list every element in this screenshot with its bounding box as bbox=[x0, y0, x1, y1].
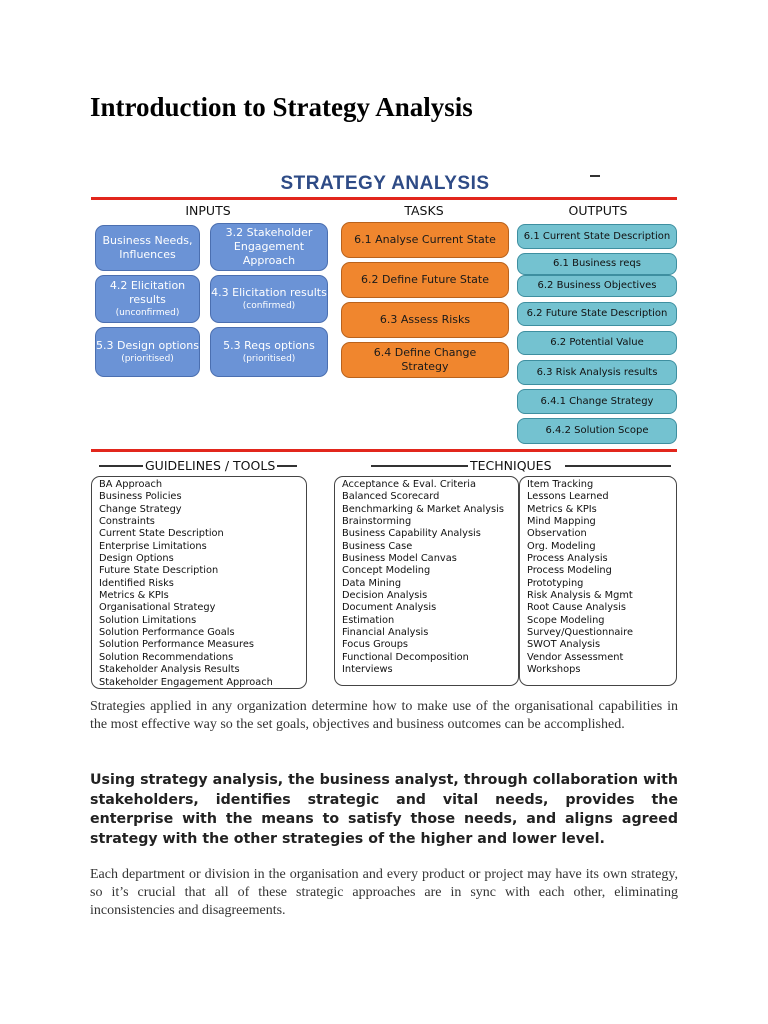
guideline-item: Stakeholder Analysis Results bbox=[99, 664, 240, 676]
figure-title: STRATEGY ANALYSIS bbox=[280, 173, 490, 194]
techniques-list-left bbox=[342, 479, 518, 677]
sync-paragraph: Each department or division in the organisation and every product or project may have its own strategy, so it’s crucial that all of these strategic approaches are in sync with each other, eliminating inconsistencies and disagreements. bbox=[90, 867, 678, 918]
output-label: 6.4.2 Solution Scope bbox=[545, 425, 649, 436]
input-sublabel: (prioritised) bbox=[121, 354, 174, 364]
output-label: 6.2 Business Objectives bbox=[537, 280, 657, 291]
technique-item: Benchmarking & Market Analysis bbox=[342, 503, 504, 515]
technique-item: Root Cause Analysis bbox=[527, 602, 626, 614]
guideline-item: Design Options bbox=[99, 553, 174, 565]
output-label: 6.1 Current State Description bbox=[523, 230, 671, 242]
guidelines-list-box bbox=[91, 476, 307, 689]
input-box bbox=[210, 275, 328, 323]
input-box bbox=[95, 225, 200, 271]
input-sublabel: (unconfirmed) bbox=[115, 308, 180, 318]
guideline-item: Enterprise Limitations bbox=[99, 540, 207, 552]
guideline-item: Solution Performance Measures bbox=[99, 639, 254, 651]
guideline-item: Identified Risks bbox=[99, 577, 174, 589]
intro-paragraph: Strategies applied in any organization determine how to make use of the organisational capabilities in the most effective way so the set goals, objectives and business outcomes can be accomplished. bbox=[90, 699, 678, 732]
technique-item: Process Analysis bbox=[527, 553, 608, 565]
guideline-item: Organisational Strategy bbox=[99, 602, 216, 614]
technique-item: Focus Groups bbox=[342, 639, 409, 651]
task-label: 6.1 Analyse Current State bbox=[354, 233, 496, 246]
task-box bbox=[341, 262, 509, 298]
techniques-rule-right bbox=[565, 465, 671, 467]
input-label: 4.2 Elicitation results bbox=[109, 279, 186, 306]
output-label: 6.3 Risk Analysis results bbox=[536, 366, 658, 378]
technique-item: Concept Modeling bbox=[342, 565, 431, 577]
technique-item: Interviews bbox=[342, 664, 393, 676]
output-box bbox=[517, 224, 677, 249]
technique-item: Acceptance & Eval. Criteria bbox=[342, 479, 477, 490]
output-box bbox=[517, 331, 677, 355]
technique-item: Item Tracking bbox=[527, 479, 594, 490]
guideline-item: Change Strategy bbox=[99, 503, 182, 515]
output-box bbox=[517, 360, 677, 385]
bottom-red-divider bbox=[91, 449, 677, 452]
tasks-header: TASKS bbox=[404, 203, 444, 218]
guideline-item: Current State Description bbox=[99, 528, 224, 540]
technique-item: Lessons Learned bbox=[527, 491, 609, 503]
guideline-item: Future State Description bbox=[99, 565, 219, 577]
input-box bbox=[95, 275, 200, 323]
technique-item: Workshops bbox=[527, 664, 581, 676]
input-sublabel: (prioritised) bbox=[242, 354, 296, 364]
technique-item: Metrics & KPIs bbox=[527, 503, 597, 515]
technique-item: Mind Mapping bbox=[527, 516, 596, 528]
technique-item: Process Modeling bbox=[527, 565, 612, 577]
input-box bbox=[210, 327, 328, 377]
guideline-item: Solution Performance Goals bbox=[99, 627, 235, 639]
guideline-item: Constraints bbox=[99, 516, 155, 528]
input-box bbox=[95, 327, 200, 377]
task-label: 6.2 Define Future State bbox=[360, 273, 490, 286]
technique-item: Org. Modeling bbox=[527, 540, 596, 552]
key-statement-paragraph: Using strategy analysis, the business analyst, through collaboration with stakeholders, identifies strategic and vital needs, provides the enterprise with the means to satisfy those needs, and aligns agreed strategy with the other strategies of the higher and lower level. bbox=[90, 772, 678, 847]
task-box bbox=[341, 342, 509, 378]
input-label: 4.3 Elicitation results bbox=[211, 286, 327, 299]
techniques-list-box-right bbox=[519, 476, 677, 686]
technique-item: Data Mining bbox=[342, 577, 402, 589]
technique-item: Functional Decomposition bbox=[342, 651, 469, 663]
technique-item: Document Analysis bbox=[342, 602, 437, 614]
output-box bbox=[517, 389, 677, 414]
technique-item: Financial Analysis bbox=[342, 627, 429, 639]
strategy-analysis-figure bbox=[89, 165, 681, 692]
input-box bbox=[210, 223, 328, 271]
techniques-list-box-left bbox=[334, 476, 519, 686]
input-label: 5.3 Design options bbox=[96, 339, 199, 352]
guideline-item: Metrics & KPIs bbox=[99, 590, 169, 602]
input-label: 5.3 Reqs options bbox=[223, 339, 315, 352]
guidelines-list bbox=[99, 479, 306, 689]
guidelines-rule-left bbox=[99, 465, 143, 467]
input-label: Business Needs, Influences bbox=[102, 234, 193, 261]
output-box bbox=[517, 418, 677, 444]
guideline-item: Business Policies bbox=[99, 491, 182, 503]
guideline-item: Stakeholder Engagement Approach bbox=[99, 676, 273, 688]
technique-item: SWOT Analysis bbox=[527, 639, 601, 651]
outputs-header: OUTPUTS bbox=[568, 203, 628, 218]
technique-item: Business Case bbox=[342, 540, 413, 552]
output-label: 6.1 Business reqs bbox=[553, 258, 641, 269]
technique-item: Business Model Canvas bbox=[342, 553, 457, 565]
input-label: 3.2 Stakeholder Engagement Approach bbox=[225, 226, 313, 267]
technique-item: Survey/Questionnaire bbox=[527, 627, 633, 639]
technique-item: Business Capability Analysis bbox=[342, 528, 481, 540]
task-box bbox=[341, 302, 509, 338]
task-label: 6.3 Assess Risks bbox=[379, 313, 471, 326]
technique-item: Risk Analysis & Mgmt bbox=[527, 590, 633, 602]
top-red-divider bbox=[91, 197, 677, 200]
technique-item: Observation bbox=[527, 528, 587, 540]
techniques-list-right bbox=[527, 479, 676, 677]
guideline-item: BA Approach bbox=[99, 479, 163, 490]
task-box bbox=[341, 222, 509, 258]
figure-dash-mark bbox=[590, 175, 600, 177]
output-box bbox=[517, 275, 677, 297]
technique-item: Balanced Scorecard bbox=[342, 491, 440, 503]
guidelines-header: GUIDELINES / TOOLS bbox=[145, 458, 276, 473]
output-box bbox=[517, 302, 677, 326]
technique-item: Estimation bbox=[342, 614, 395, 626]
output-label: 6.2 Future State Description bbox=[526, 308, 668, 319]
output-label: 6.2 Potential Value bbox=[550, 337, 644, 348]
output-label: 6.4.1 Change Strategy bbox=[540, 395, 654, 407]
task-label: 6.4 Define Change Strategy bbox=[373, 346, 477, 373]
guideline-item: Solution Limitations bbox=[99, 614, 197, 626]
technique-item: Prototyping bbox=[527, 577, 584, 589]
technique-item: Scope Modeling bbox=[527, 614, 605, 626]
guideline-item: Solution Recommendations bbox=[99, 651, 234, 663]
technique-item: Brainstorming bbox=[342, 516, 412, 528]
techniques-rule-left bbox=[371, 465, 468, 467]
input-sublabel: (confirmed) bbox=[242, 301, 296, 311]
techniques-header: TECHNIQUES bbox=[470, 458, 552, 473]
inputs-header: INPUTS bbox=[185, 203, 231, 218]
output-box bbox=[517, 253, 677, 275]
technique-item: Decision Analysis bbox=[342, 590, 428, 602]
technique-item: Vendor Assessment bbox=[527, 651, 624, 663]
page-title: Introduction to Strategy Analysis bbox=[90, 92, 473, 122]
